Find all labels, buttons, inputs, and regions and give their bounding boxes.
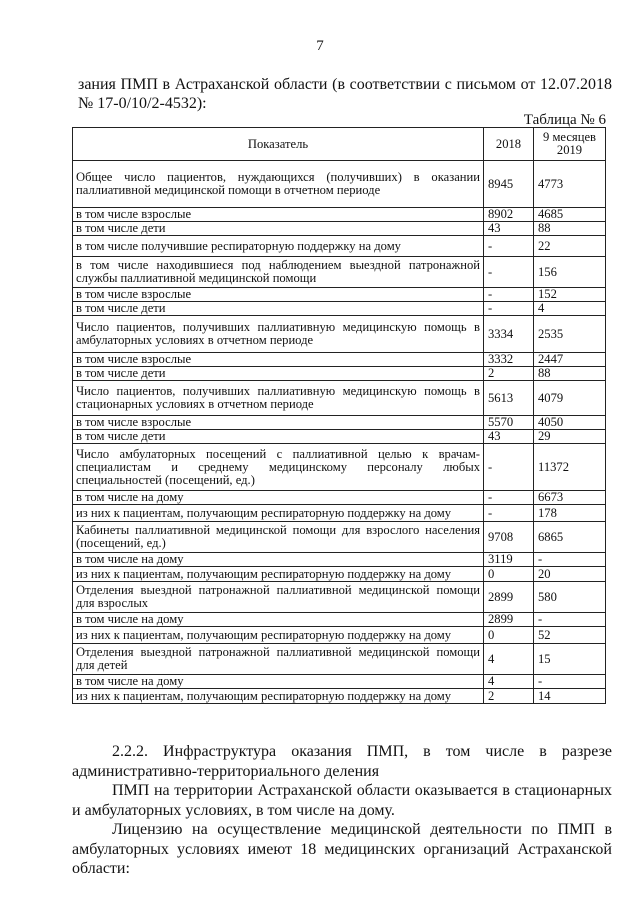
value-9-months-2019: 15 <box>534 644 606 675</box>
value-9-months-2019: 178 <box>534 505 606 522</box>
row-label: в том числе дети <box>73 367 484 381</box>
value-2018: 4 <box>484 644 534 675</box>
table-row <box>73 257 606 288</box>
value-2018: 43 <box>484 430 534 444</box>
value-9-months-2019: 152 <box>534 288 606 302</box>
table-row <box>73 416 606 430</box>
table-row <box>73 582 606 613</box>
value-9-months-2019: 4050 <box>534 416 606 430</box>
value-9-months-2019: 156 <box>534 257 606 288</box>
value-9-months-2019: 88 <box>534 367 606 381</box>
table-row <box>73 222 606 236</box>
header-indicator: Показатель <box>73 128 484 161</box>
value-9-months-2019: 2535 <box>534 316 606 353</box>
table-row <box>73 627 606 644</box>
table-row <box>73 613 606 627</box>
row-label: в том числе на дому <box>73 613 484 627</box>
header-2018: 2018 <box>484 128 534 161</box>
value-2018: 0 <box>484 567 534 582</box>
table-row <box>73 505 606 522</box>
row-label: в том числе взрослые <box>73 416 484 430</box>
row-label: в том числе находившиеся под наблюдением выездной патронажной службы паллиативной медицинской помощи <box>73 257 484 288</box>
row-label: в том числе взрослые <box>73 208 484 222</box>
table-row <box>73 522 606 553</box>
table-row <box>73 689 606 704</box>
table-row <box>73 161 606 208</box>
value-9-months-2019: - <box>534 553 606 567</box>
value-2018: - <box>484 302 534 316</box>
header-9-months-2019: 9 месяцев 2019 <box>534 128 606 161</box>
table-row <box>73 381 606 416</box>
row-label: в том числе на дому <box>73 675 484 689</box>
table-row <box>73 491 606 505</box>
section-heading: 2.2.2. Инфраструктура оказания ПМП, в том числе в разрезе административно-территориального деления <box>72 743 612 780</box>
table-row <box>73 302 606 316</box>
table-caption: Таблица № 6 <box>523 112 606 128</box>
table-row <box>73 288 606 302</box>
value-2018: 5613 <box>484 381 534 416</box>
paragraph: Лицензию на осуществление медицинской деятельности по ПМП в амбулаторных условиях имеют 18 медицинских организаций Астраханской области: <box>72 821 612 877</box>
row-label: Число пациентов, получивших паллиативную медицинскую помощь в амбулаторных условиях в отчетном периоде <box>73 316 484 353</box>
paragraph: ПМП на территории Астраханской области оказывается в стационарных и амбулаторных условиях, в том числе на дому. <box>72 782 612 819</box>
value-2018: - <box>484 444 534 491</box>
value-2018: - <box>484 257 534 288</box>
value-9-months-2019: 11372 <box>534 444 606 491</box>
value-2018: 2 <box>484 367 534 381</box>
table-row <box>73 316 606 353</box>
row-label: из них к пациентам, получающим респираторную поддержку на дому <box>73 567 484 582</box>
value-2018: - <box>484 505 534 522</box>
value-2018: 43 <box>484 222 534 236</box>
table-row <box>73 567 606 582</box>
value-9-months-2019: 88 <box>534 222 606 236</box>
table-row <box>73 553 606 567</box>
value-9-months-2019: 6865 <box>534 522 606 553</box>
row-label: в том числе дети <box>73 302 484 316</box>
row-label: Кабинеты паллиативной медицинской помощи для взрослого населения (посещений, ед.) <box>73 522 484 553</box>
table-row <box>73 430 606 444</box>
row-label: в том числе взрослые <box>73 353 484 367</box>
row-label: из них к пациентам, получающим респираторную поддержку на дому <box>73 505 484 522</box>
row-label: в том числе получившие респираторную поддержку на дому <box>73 236 484 257</box>
table-row <box>73 236 606 257</box>
value-2018: 3334 <box>484 316 534 353</box>
value-9-months-2019: 4079 <box>534 381 606 416</box>
value-9-months-2019: 29 <box>534 430 606 444</box>
value-2018: 9708 <box>484 522 534 553</box>
row-label: Число амбулаторных посещений с паллиативной целью к врачам-специалистам и среднему медицинскому персоналу любых специальностей (посещений, ед.) <box>73 444 484 491</box>
table-row <box>73 208 606 222</box>
value-9-months-2019: 4685 <box>534 208 606 222</box>
value-2018: 2899 <box>484 613 534 627</box>
value-9-months-2019: 580 <box>534 582 606 613</box>
value-2018: 8902 <box>484 208 534 222</box>
row-label: в том числе дети <box>73 222 484 236</box>
row-label: Отделения выездной патронажной паллиативной медицинской помощи для детей <box>73 644 484 675</box>
table-row <box>73 644 606 675</box>
value-9-months-2019: 4773 <box>534 161 606 208</box>
row-label: в том числе взрослые <box>73 288 484 302</box>
page-number: 7 <box>316 38 324 54</box>
row-label: из них к пациентам, получающим респираторную поддержку на дому <box>73 689 484 704</box>
value-2018: - <box>484 288 534 302</box>
row-label: Число пациентов, получивших паллиативную медицинскую помощь в стационарных условиях в отчетном периоде <box>73 381 484 416</box>
value-2018: 0 <box>484 627 534 644</box>
row-label: в том числе дети <box>73 430 484 444</box>
value-2018: 2 <box>484 689 534 704</box>
value-2018: 3332 <box>484 353 534 367</box>
value-9-months-2019: 20 <box>534 567 606 582</box>
data-table <box>72 127 606 704</box>
row-label: Отделения выездной патронажной паллиативной медицинской помощи для взрослых <box>73 582 484 613</box>
table-body <box>73 161 606 704</box>
value-9-months-2019: - <box>534 675 606 689</box>
value-9-months-2019: 52 <box>534 627 606 644</box>
value-9-months-2019: 22 <box>534 236 606 257</box>
table-row <box>73 675 606 689</box>
table-row <box>73 353 606 367</box>
value-2018: 8945 <box>484 161 534 208</box>
row-label: Общее число пациентов, нуждающихся (получивших) в оказании паллиативной медицинской помощи в отчетном периоде <box>73 161 484 208</box>
row-label: в том числе на дому <box>73 491 484 505</box>
value-9-months-2019: 14 <box>534 689 606 704</box>
value-2018: - <box>484 491 534 505</box>
table-row <box>73 444 606 491</box>
value-2018: 4 <box>484 675 534 689</box>
intro-text: зания ПМП в Астраханской области (в соответствии с письмом от 12.07.2018 № 17-0/10/2-4532): <box>78 76 612 112</box>
row-label: из них к пациентам, получающим респираторную поддержку на дому <box>73 627 484 644</box>
value-9-months-2019: - <box>534 613 606 627</box>
value-2018: 3119 <box>484 553 534 567</box>
value-2018: 2899 <box>484 582 534 613</box>
value-2018: 5570 <box>484 416 534 430</box>
body-text <box>72 742 612 879</box>
value-9-months-2019: 2447 <box>534 353 606 367</box>
value-2018: - <box>484 236 534 257</box>
row-label: в том числе на дому <box>73 553 484 567</box>
value-9-months-2019: 4 <box>534 302 606 316</box>
table-row <box>73 367 606 381</box>
value-9-months-2019: 6673 <box>534 491 606 505</box>
